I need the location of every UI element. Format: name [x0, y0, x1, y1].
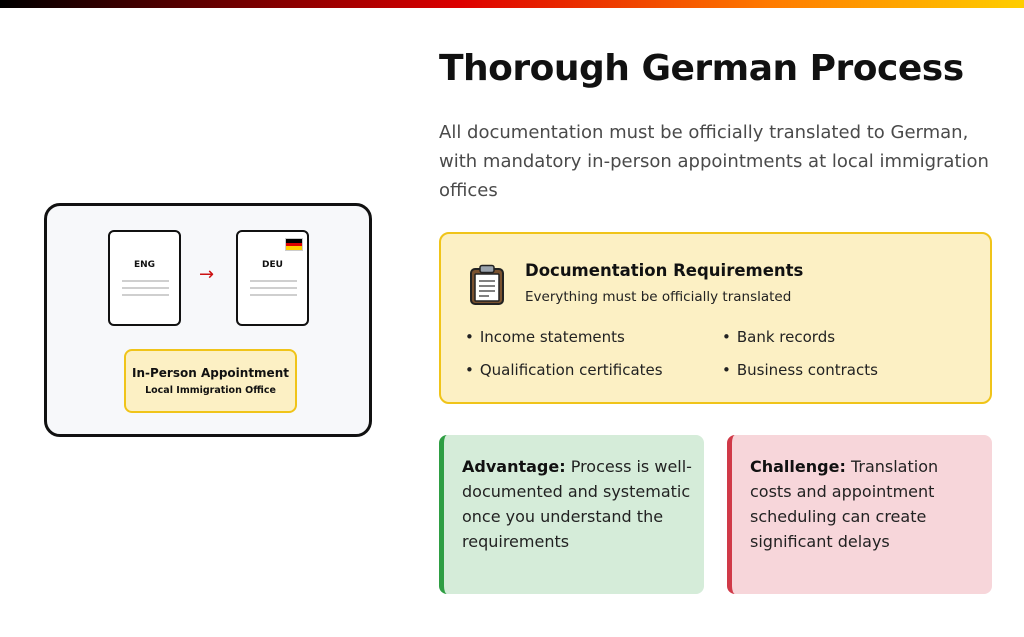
requirements-card [439, 232, 992, 404]
appointment-subtitle: Local Immigration Office [145, 385, 276, 396]
top-gradient-bar [0, 0, 1024, 8]
document-line [250, 294, 297, 296]
bullet-icon: • [722, 328, 731, 346]
translation-illustration [44, 203, 372, 437]
document-line [122, 294, 169, 296]
english-document-label: ENG [133, 260, 156, 270]
page-title: Thorough German Process [439, 48, 964, 89]
requirements-subtitle: Everything must be officially translated [525, 289, 792, 305]
requirement-label: Income statements [479, 328, 625, 346]
german-flag-icon [285, 238, 303, 251]
german-document-label: DEU [262, 260, 283, 270]
requirement-item [465, 328, 625, 346]
requirement-item [722, 328, 835, 346]
requirement-label: Bank records [736, 328, 836, 346]
page-subtitle: All documentation must be officially translated to German, with mandatory in-person appointments at local immigration offices [439, 122, 989, 201]
challenge-text-block [750, 454, 982, 554]
document-line [122, 280, 169, 282]
bullet-icon: • [722, 361, 731, 379]
requirement-item [465, 361, 663, 379]
appointment-badge [124, 349, 297, 413]
bullet-icon: • [465, 328, 474, 346]
bullet-icon: • [465, 361, 474, 379]
document-line [250, 280, 297, 282]
arrow-right-icon: → [199, 264, 215, 285]
advantage-text: Process is well-documented and systematic once you understand the requirements [462, 457, 692, 551]
requirements-title: Documentation Requirements [525, 261, 804, 280]
challenge-text: Translation costs and appointment scheduling can create significant delays [750, 457, 939, 551]
document-line [250, 287, 297, 289]
english-document-icon [108, 230, 181, 326]
german-document-icon [236, 230, 309, 326]
appointment-title: In-Person Appointment [132, 366, 289, 380]
document-line [122, 287, 169, 289]
flag-stripe-gold [286, 246, 302, 250]
requirement-label: Qualification certificates [479, 361, 663, 379]
clipboard-icon [469, 264, 505, 306]
advantage-text-block [462, 454, 694, 554]
challenge-card [727, 435, 992, 594]
requirement-item [722, 361, 878, 379]
challenge-label: Challenge: [750, 457, 846, 476]
advantage-label: Advantage: [462, 457, 566, 476]
advantage-card [439, 435, 704, 594]
requirement-label: Business contracts [736, 361, 878, 379]
